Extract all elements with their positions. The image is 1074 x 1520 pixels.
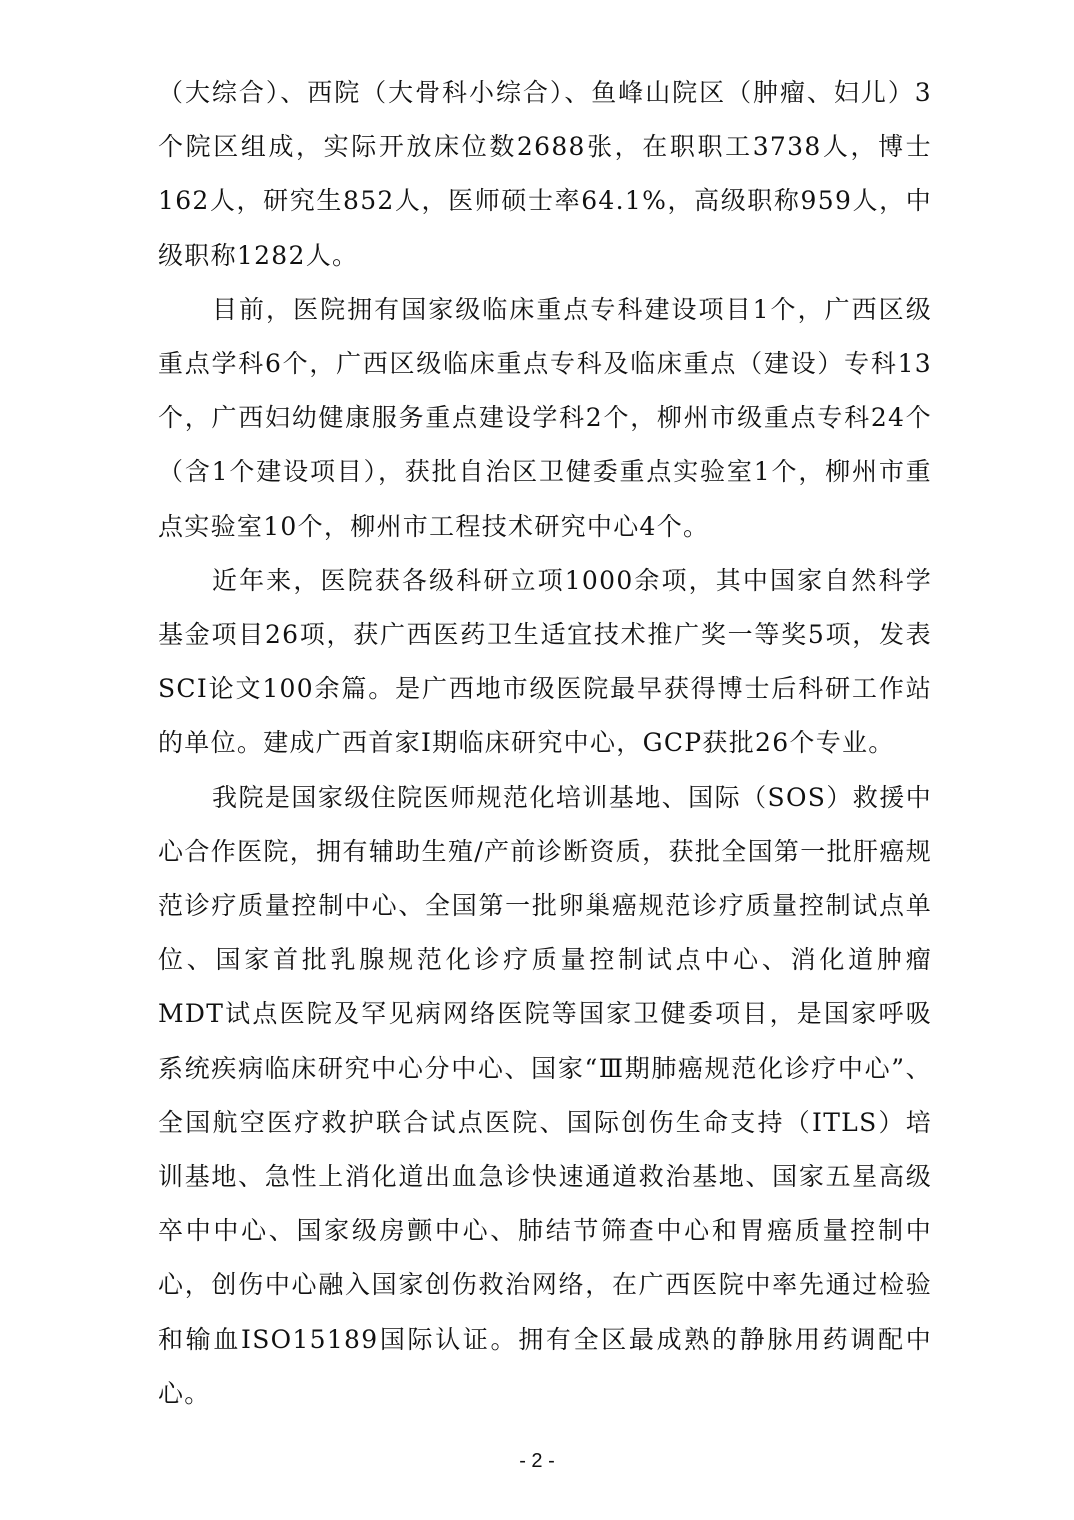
- paragraph-key-specialties: 目前，医院拥有国家级临床重点专科建设项目1个，广西区级重点学科6个，广西区级临床重点专科及临床重点（建设）专科13个，广西妇幼健康服务重点建设学科2个，柳州市级重点专科24个（含1个建设项目），获批自治区卫健委重点实验室1个，柳州市重点实验室10个，柳州市工程技术研究中心4个。: [158, 294, 932, 541]
- paragraph-national-centers: 我院是国家级住院医师规范化培训基地、国际（SOS）救援中心合作医院，拥有辅助生殖/产前诊断资质，获批全国第一批肝癌规范诊疗质量控制中心、全国第一批卵巢癌规范诊疗质量控制试点单位、国家首批乳腺规范化诊疗质量控制试点中心、消化道肿瘤MDT试点医院及罕见病网络医院等国家卫健委项目，是国家呼吸系统疾病临床研究中心分中心、国家“Ⅲ期肺癌规范化诊疗中心”、全国航空医疗救护联合试点医院、国际创伤生命支持（ITLS）培训基地、急性上消化道出血急诊快速通道救治基地、国家五星高级卒中中心、国家级房颤中心、肺结节筛查中心和胃癌质量控制中心，创伤中心融入国家创伤救治网络，在广西医院中率先通过检验和输血ISO15189国际认证。拥有全区最成熟的静脉用药调配中心。: [158, 782, 932, 1408]
- document-body: [158, 66, 932, 1421]
- paragraph-hospital-scale: （大综合）、西院（大骨科小综合）、鱼峰山院区（肿瘤、妇儿）3个院区组成，实际开放床位数2688张，在职职工3738人，博士162人，研究生852人，医师硕士率64.1%，高级职称959人，中级职称1282人。: [158, 78, 932, 270]
- paragraph-research: 近年来，医院获各级科研立项1000余项，其中国家自然科学基金项目26项，获广西医药卫生适宜技术推广奖一等奖5项，发表SCI论文100余篇。是广西地市级医院最早获得博士后科研工作站的单位。建成广西首家Ⅰ期临床研究中心，GCP获批26个专业。: [158, 565, 932, 758]
- page-number: - 2 -: [519, 1450, 555, 1472]
